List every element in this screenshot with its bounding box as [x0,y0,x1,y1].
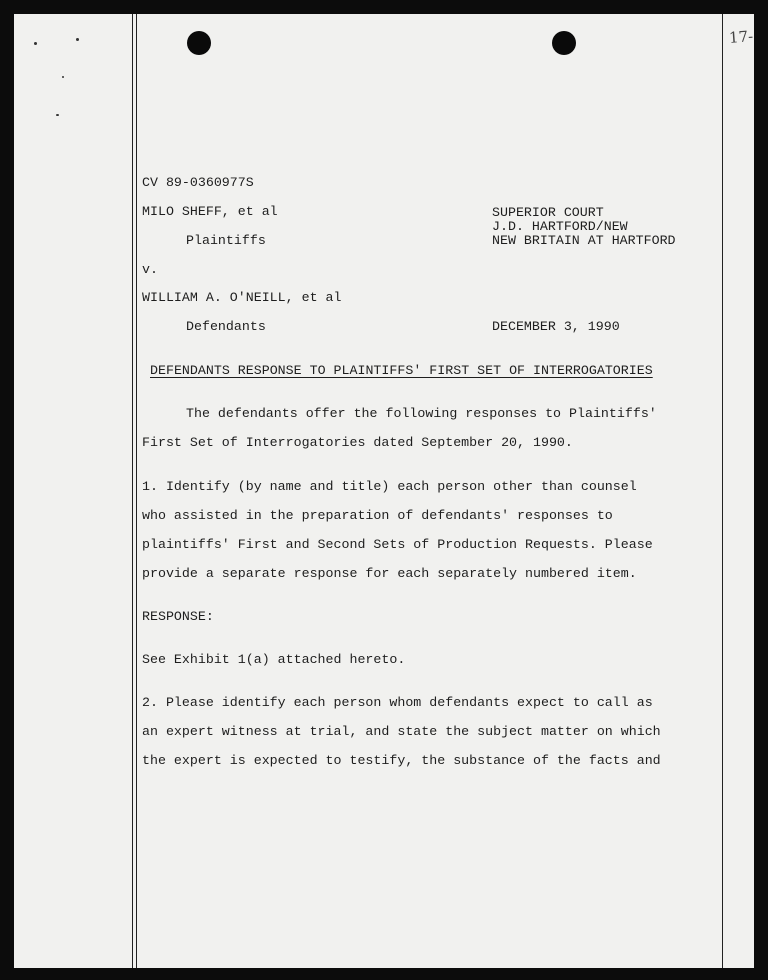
court-line-2: J.D. HARTFORD/NEW [492,219,628,234]
right-margin-rule [722,14,723,968]
defendant-name: WILLIAM A. O'NEILL, et al [142,290,342,305]
case-number: CV 89-0360977S [142,175,254,190]
q1-line-4: provide a separate response for each separately numbered item. [142,566,637,581]
court-line-1: SUPERIOR COURT [492,205,604,220]
scan-speck [62,76,64,78]
versus: v. [142,262,158,277]
intro-line-1: The defendants offer the following responses to Plaintiffs' [186,406,657,421]
q2-line-2: an expert witness at trial, and state the subject matter on which [142,724,661,739]
plaintiff-name: MILO SHEFF, et al [142,204,278,219]
punch-hole-left [187,31,211,55]
document-page [14,14,754,968]
left-margin-rule-inner [136,14,137,968]
intro-line-2: First Set of Interrogatories dated September 20, 1990. [142,435,573,450]
q1-line-3: plaintiffs' First and Second Sets of Production Requests. Please [142,537,653,552]
q2-line-3: the expert is expected to testify, the substance of the facts and [142,753,661,768]
q1-line-2: who assisted in the preparation of defendants' responses to [142,508,613,523]
punch-hole-right [552,31,576,55]
response-1: See Exhibit 1(a) attached hereto. [142,652,406,667]
court-line-3: NEW BRITAIN AT HARTFORD [492,233,676,248]
scan-speck [56,114,59,116]
q2-line-1: 2. Please identify each person whom defendants expect to call as [142,695,653,710]
defendant-role: Defendants [186,319,266,334]
document-title: DEFENDANTS RESPONSE TO PLAINTIFFS' FIRST SET OF INTERROGATORIES [150,363,653,378]
q1-line-1: 1. Identify (by name and title) each person other than counsel [142,479,637,494]
scan-speck [76,38,79,41]
left-margin-rule [132,14,133,968]
scan-speck [34,42,37,45]
plaintiff-role: Plaintiffs [186,233,266,248]
filing-date: DECEMBER 3, 1990 [492,319,620,334]
handwritten-page-mark: 17- [728,27,754,47]
response-label: RESPONSE: [142,609,214,624]
